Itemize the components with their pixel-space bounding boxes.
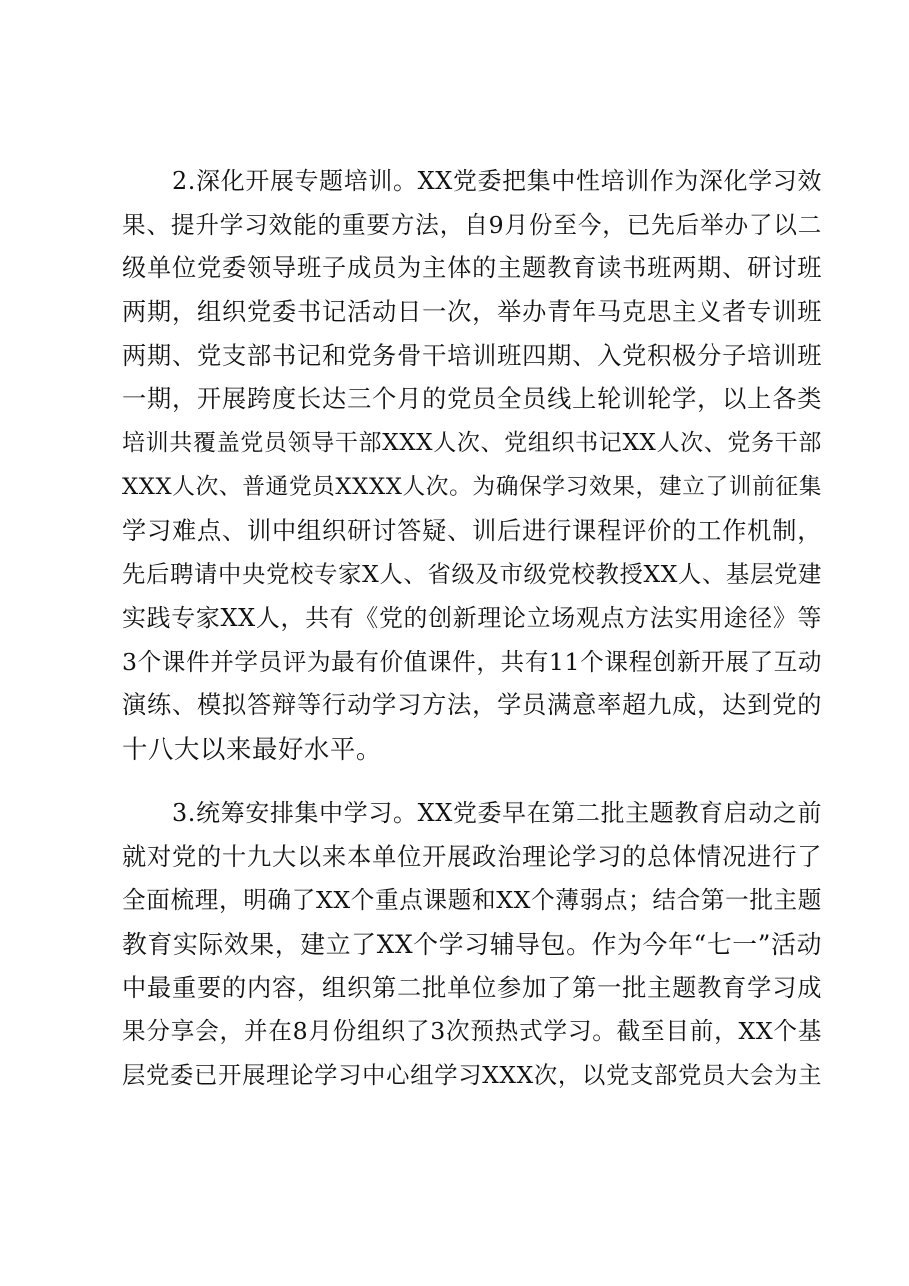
text-line: 3个课件并学员评为最有价值课件，共有11个课程创新开展了互动 (122, 647, 823, 676)
text-line: 实践专家XX人，共有《党的创新理论立场观点方法实用途径》等 (122, 603, 822, 632)
text-line: 先后聘请中央党校专家X人、省级及市级党校教授XX人、基层党建 (122, 561, 822, 589)
text-line: 两期、党支部书记和党务骨干培训班四期、入党积极分子培训班 (122, 341, 822, 370)
text-line: 一期，开展跨度长达三个月的党员全员线上轮训轮学，以上各类 (122, 385, 822, 414)
text-line: 学习难点、训中组织研讨答疑、训后进行课程评价的工作机制， (122, 516, 822, 545)
text-line: 层党委已开展理论学习中心组学习XXX次，以党支部党员大会为主 (122, 1062, 822, 1090)
text-line: 全面梳理，明确了XX个重点课题和XX个薄弱点；结合第一批主题 (122, 886, 822, 915)
text-line: 演练、模拟答辩等行动学习方法，学员满意率超九成，达到党的 (122, 691, 822, 720)
text-line: 2.深化开展专题培训。XX党委把集中性培训作为深化学习效 (172, 167, 822, 195)
text-line: 3.统筹安排集中学习。XX党委早在第二批主题教育启动之前 (172, 799, 822, 827)
text-line: 教育实际效果，建立了XX个学习辅导包。作为今年“七一”活动 (122, 930, 822, 960)
text-line: 果分享会，并在8月份组织了3次预热式学习。截至目前，XX个基 (122, 1017, 822, 1046)
text-line: 两期，组织党委书记活动日一次，举办青年马克思主义者专训班 (122, 298, 822, 327)
paragraph-specialized-training (122, 160, 822, 772)
text-line: 就对党的十九大以来本单位开展政治理论学习的总体情况进行了 (122, 842, 822, 871)
text-line: 十八大以来最好水平。 (122, 733, 382, 764)
text-line: 培训共覆盖党员领导干部XXX人次、党组织书记XX人次、党务干部 (122, 430, 822, 457)
text-line: 级单位党委领导班子成员为主体的主题教育读书班两期、研讨班 (122, 254, 822, 283)
text-line: 果、提升学习效能的重要方法，自9月份至今，已先后举办了以二 (122, 210, 822, 239)
text-line: 中最重要的内容，组织第二批单位参加了第一批主题教育学习成 (122, 973, 822, 1002)
text-line: XXX人次、普通党员XXXX人次。为确保学习效果，建立了训前征集 (122, 473, 822, 500)
paragraph-centralized-study (122, 792, 822, 1098)
